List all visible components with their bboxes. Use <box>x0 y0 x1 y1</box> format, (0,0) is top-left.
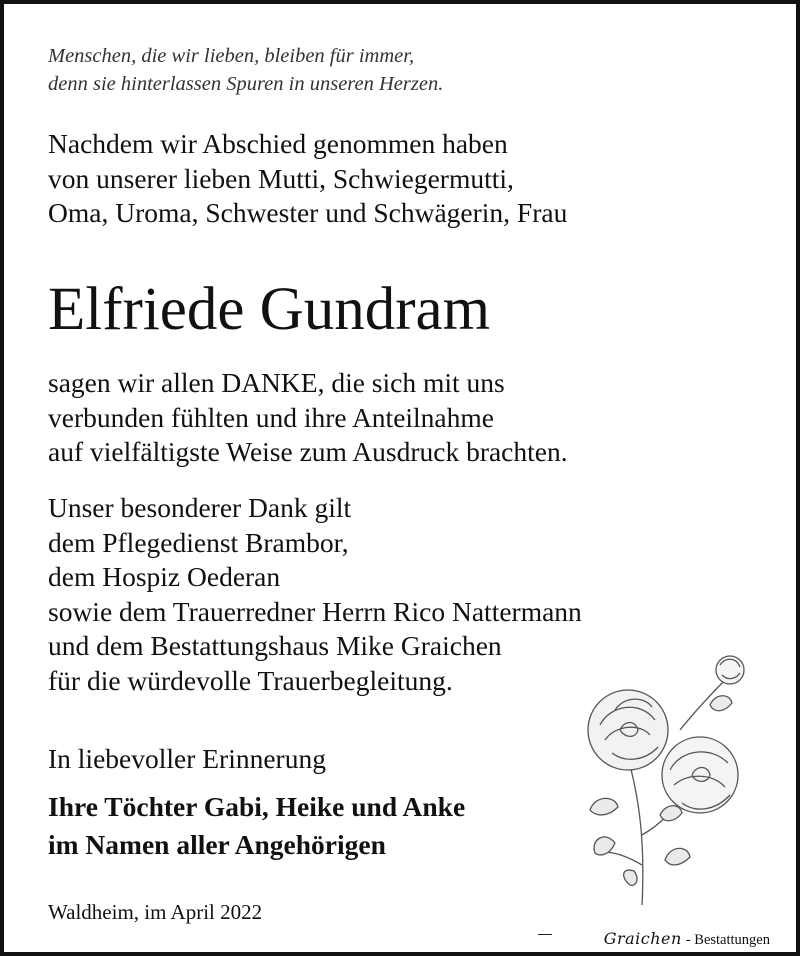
deceased-name: Elfriede Gundram <box>48 276 491 343</box>
special-thanks-line: Unser besonderer Dank gilt <box>48 492 352 523</box>
funeral-home-credit <box>604 930 770 949</box>
signers-line: im Namen aller Angehörigen <box>48 829 386 860</box>
thanks-text <box>48 366 568 470</box>
footer-rule <box>538 934 552 935</box>
motto-line: denn sie hinterlassen Spuren in unseren Herzen. <box>48 73 444 95</box>
motto-quote <box>48 42 443 98</box>
intro-line: Nachdem wir Abschied genommen haben <box>48 128 508 159</box>
thanks-line: auf vielfältigste Weise zum Ausdruck brachten. <box>48 436 568 467</box>
thanks-line: sagen wir allen DANKE, die sich mit uns <box>48 367 505 398</box>
special-thanks-line: dem Hospiz Oederan <box>48 561 281 592</box>
special-thanks-line: für die würdevolle Trauerbegleitung. <box>48 664 453 696</box>
rose-icon <box>570 635 780 920</box>
special-thanks-line: sowie dem Trauerredner Herrn Rico Nattermann <box>48 595 582 627</box>
signers <box>48 788 465 864</box>
memory-line: In liebevoller Erinnerung <box>48 743 326 774</box>
funeral-home-label: - Bestattungen <box>685 932 770 948</box>
funeral-home-logo: Graichen <box>603 929 682 948</box>
intro-line: Oma, Uroma, Schwester und Schwägerin, Frau <box>48 197 568 228</box>
special-thanks-text <box>48 491 582 698</box>
intro-text <box>48 127 567 231</box>
special-thanks-line: dem Pflegedienst Brambor, <box>48 526 349 558</box>
intro-line: von unserer lieben Mutti, Schwiegermutti, <box>48 162 514 194</box>
thanks-line: verbunden fühlten und ihre Anteilnahme <box>48 401 494 433</box>
motto-line: Menschen, die wir lieben, bleiben für immer, <box>48 45 415 67</box>
place-date: Waldheim, im April 2022 <box>48 900 263 924</box>
special-thanks-line: und dem Bestattungshaus Mike Graichen <box>48 630 502 661</box>
signers-line: Ihre Töchter Gabi, Heike und Anke <box>48 791 466 822</box>
